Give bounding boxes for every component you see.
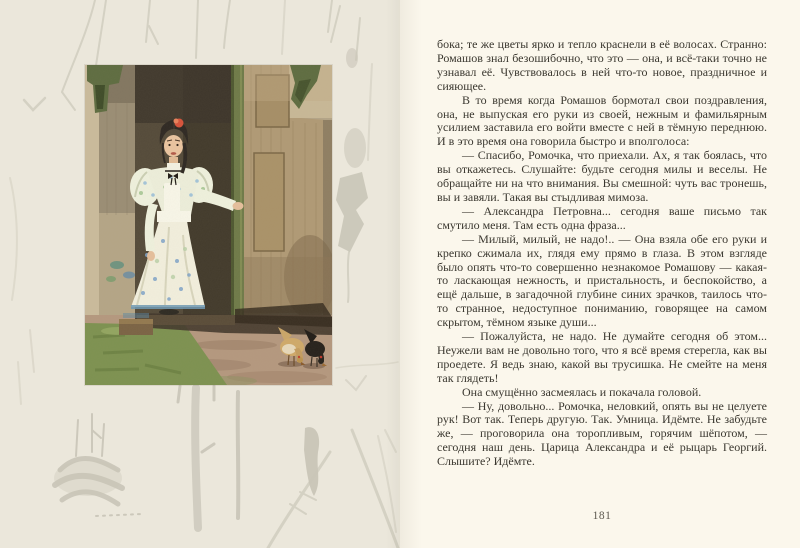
paragraph: — Спасибо, Ромочка, что приехали. Ах, я так боялась, что вы откажетесь. Слушайте: будьте сегодня милы и веселы. Не обращайте ни на что внимания. Вы смешной: чуть вас тронешь, вы и завяли. Такая вы стыдливая мимоза. — [437, 148, 767, 204]
right-page — [400, 0, 800, 548]
paragraph: Она смущённо засмеялась и покачала головой. — [462, 384, 702, 399]
paragraph: В то время когда Ромашов бормотал свои поздравления, она, не выпуская его руки из своей, нежным и фамильярным усилием заставила его войти вместе с ней в тёмную переднюю. И в это время она говорила быстро и вполголоса: — [437, 92, 767, 149]
paragraph: — Ну, довольно... Ромочка, неловкий, опять вы не целуете рук! Вот так. Теперь другую. Так. Умница. Идёмте. Не забудьте же, — проговорила она торопливым, горячим шёпотом, — сегодня наш день. Царица Александра и её рыцарь Георгий. Слышите? Идёмте. — [437, 398, 767, 469]
page-number: 181 — [592, 510, 612, 522]
paragraph: — Пожалуйста, не надо. Не думайте сегодня об этом... Неужели вам не довольно того, что я всё время стерегла, как вы проедете. Я ведь знаю, какой вы трусишка. Не смейте на меня так глядеть! — [437, 329, 767, 385]
illustration — [85, 65, 332, 385]
paragraph: — Милый, милый, не надо!.. — Она взяла обе его руки и крепко сжимала их, глядя ему прямо в глаза. В этом взгляде было опять что-то совершенно незнакомое Ромашову — какая-то ласкающая нежность, и пристальность, и беспокойство, а ещё дальше, в загадочной глубине синих зрачков, таилось что-то странное, недоступное пониманию, говорящее на самом скрытом, тёмном языке души... — [437, 231, 767, 330]
paragraph: — Александра Петровна... сегодня ваше письмо так смутило меня. Там есть одна фраза... — [437, 203, 767, 232]
body-text — [437, 38, 767, 469]
paper-grain — [85, 65, 332, 385]
paragraph: бока; те же цветы ярко и тепло краснели в её волосах. Странно: Ромашов знал безошибочно, что это — она, и всё-таки точно не узнавал её. Чувствовалось в ней что-то новое, праздничное и сияющее. — [437, 37, 767, 93]
